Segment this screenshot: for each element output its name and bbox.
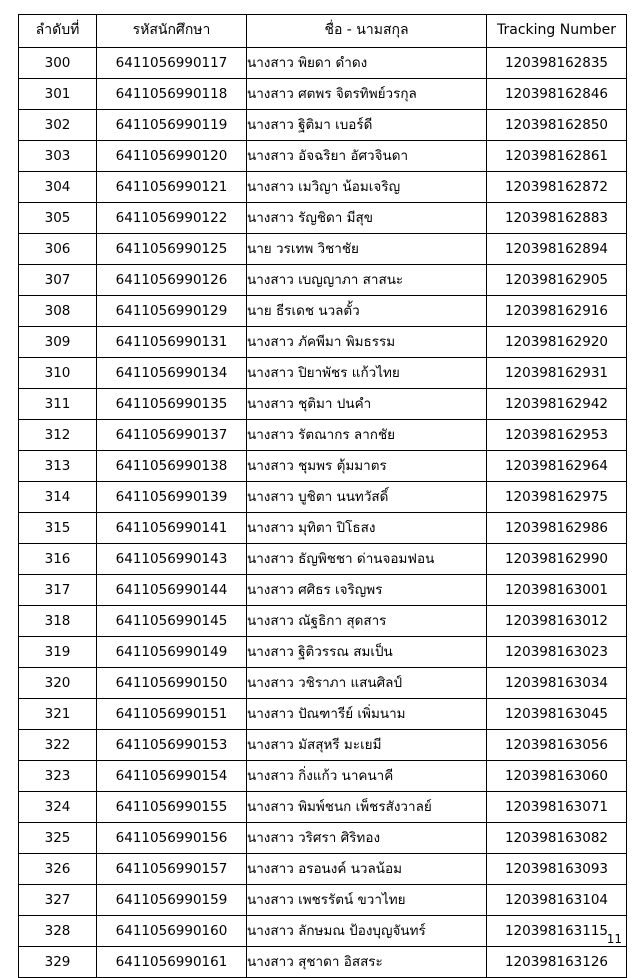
cell-order: 329 bbox=[19, 947, 97, 978]
cell-tracking-number: 120398162846 bbox=[487, 79, 627, 110]
table-row bbox=[19, 79, 627, 110]
student-roster-table bbox=[18, 14, 627, 978]
cell-order: 326 bbox=[19, 854, 97, 885]
cell-order: 328 bbox=[19, 916, 97, 947]
cell-order: 307 bbox=[19, 265, 97, 296]
table-row bbox=[19, 854, 627, 885]
cell-name: นางสาว พิยดา ดำดง bbox=[247, 48, 487, 79]
cell-name: นางสาว เมวิญา น้อมเจริญ bbox=[247, 172, 487, 203]
cell-student-id: 6411056990155 bbox=[97, 792, 247, 823]
cell-student-id: 6411056990149 bbox=[97, 637, 247, 668]
cell-name: นางสาว เพชรรัตน์ ขวาไทย bbox=[247, 885, 487, 916]
cell-name: นางสาว มุทิตา ปิโธสง bbox=[247, 513, 487, 544]
cell-name: นางสาว สุชาดา อิสสระ bbox=[247, 947, 487, 978]
cell-student-id: 6411056990135 bbox=[97, 389, 247, 420]
cell-tracking-number: 120398163060 bbox=[487, 761, 627, 792]
table-row bbox=[19, 482, 627, 513]
cell-order: 302 bbox=[19, 110, 97, 141]
cell-name: นาย ธีรเดช นวลตั้ว bbox=[247, 296, 487, 327]
table-row bbox=[19, 947, 627, 978]
cell-tracking-number: 120398162916 bbox=[487, 296, 627, 327]
cell-student-id: 6411056990144 bbox=[97, 575, 247, 606]
cell-student-id: 6411056990153 bbox=[97, 730, 247, 761]
cell-name: นางสาว รัญชิดา มีสุข bbox=[247, 203, 487, 234]
cell-name: นางสาว ศศิธร เจริญพร bbox=[247, 575, 487, 606]
cell-order: 325 bbox=[19, 823, 97, 854]
cell-student-id: 6411056990143 bbox=[97, 544, 247, 575]
cell-tracking-number: 120398163115 bbox=[487, 916, 627, 947]
table-row bbox=[19, 48, 627, 79]
cell-order: 320 bbox=[19, 668, 97, 699]
cell-tracking-number: 120398163001 bbox=[487, 575, 627, 606]
table-row bbox=[19, 203, 627, 234]
cell-order: 314 bbox=[19, 482, 97, 513]
cell-student-id: 6411056990159 bbox=[97, 885, 247, 916]
table-row bbox=[19, 420, 627, 451]
cell-order: 327 bbox=[19, 885, 97, 916]
cell-tracking-number: 120398162953 bbox=[487, 420, 627, 451]
table-row bbox=[19, 575, 627, 606]
cell-tracking-number: 120398163045 bbox=[487, 699, 627, 730]
cell-tracking-number: 120398163082 bbox=[487, 823, 627, 854]
cell-order: 322 bbox=[19, 730, 97, 761]
table-row bbox=[19, 327, 627, 358]
table-row bbox=[19, 110, 627, 141]
column-header-name: ชื่อ - นามสกุล bbox=[247, 15, 487, 48]
table-row bbox=[19, 265, 627, 296]
cell-student-id: 6411056990122 bbox=[97, 203, 247, 234]
cell-order: 300 bbox=[19, 48, 97, 79]
cell-tracking-number: 120398162942 bbox=[487, 389, 627, 420]
table-row bbox=[19, 761, 627, 792]
cell-student-id: 6411056990134 bbox=[97, 358, 247, 389]
cell-student-id: 6411056990151 bbox=[97, 699, 247, 730]
table-row bbox=[19, 358, 627, 389]
cell-tracking-number: 120398162905 bbox=[487, 265, 627, 296]
table-row bbox=[19, 885, 627, 916]
cell-tracking-number: 120398162920 bbox=[487, 327, 627, 358]
cell-order: 324 bbox=[19, 792, 97, 823]
table-row bbox=[19, 172, 627, 203]
table-row bbox=[19, 637, 627, 668]
cell-student-id: 6411056990120 bbox=[97, 141, 247, 172]
column-header-student-id: รหัสนักศึกษา bbox=[97, 15, 247, 48]
table-row bbox=[19, 606, 627, 637]
cell-student-id: 6411056990125 bbox=[97, 234, 247, 265]
cell-order: 315 bbox=[19, 513, 97, 544]
cell-student-id: 6411056990117 bbox=[97, 48, 247, 79]
page-number: 11 bbox=[606, 932, 622, 946]
cell-name: นางสาว ปิยาพัชร แก้วไทย bbox=[247, 358, 487, 389]
cell-order: 316 bbox=[19, 544, 97, 575]
cell-name: นางสาว พิมพ์ชนก เพ็ชรสังวาลย์ bbox=[247, 792, 487, 823]
cell-name: นางสาว ปัณฑารีย์ เพิ่มนาม bbox=[247, 699, 487, 730]
table-row bbox=[19, 699, 627, 730]
cell-student-id: 6411056990129 bbox=[97, 296, 247, 327]
table-header-row bbox=[19, 15, 627, 48]
table-row bbox=[19, 668, 627, 699]
cell-tracking-number: 120398162964 bbox=[487, 451, 627, 482]
cell-tracking-number: 120398162861 bbox=[487, 141, 627, 172]
cell-name: นางสาว ชุติมา ปนคำ bbox=[247, 389, 487, 420]
cell-order: 312 bbox=[19, 420, 97, 451]
table-body bbox=[19, 48, 627, 978]
cell-order: 317 bbox=[19, 575, 97, 606]
cell-name: นางสาว ฐิติมา เบอร์ดี bbox=[247, 110, 487, 141]
table-row bbox=[19, 730, 627, 761]
cell-student-id: 6411056990150 bbox=[97, 668, 247, 699]
cell-tracking-number: 120398163023 bbox=[487, 637, 627, 668]
cell-order: 304 bbox=[19, 172, 97, 203]
cell-name: นางสาว ศตพร จิตรทิพย์วรกุล bbox=[247, 79, 487, 110]
cell-name: นางสาว รัตณากร ลากชัย bbox=[247, 420, 487, 451]
cell-student-id: 6411056990157 bbox=[97, 854, 247, 885]
cell-name: นางสาว มัสสุหรี มะเยมี bbox=[247, 730, 487, 761]
cell-name: นางสาว ณัฐธิกา สุดสาร bbox=[247, 606, 487, 637]
cell-order: 303 bbox=[19, 141, 97, 172]
cell-order: 308 bbox=[19, 296, 97, 327]
cell-student-id: 6411056990156 bbox=[97, 823, 247, 854]
cell-name: นางสาว กิ่งแก้ว นาคนาคี bbox=[247, 761, 487, 792]
cell-name: นางสาว ชุมพร ตุ้มมาตร bbox=[247, 451, 487, 482]
table-row bbox=[19, 141, 627, 172]
cell-order: 306 bbox=[19, 234, 97, 265]
table-row bbox=[19, 296, 627, 327]
table-row bbox=[19, 513, 627, 544]
table-header bbox=[19, 15, 627, 48]
cell-name: นางสาว เบญญาภา สาสนะ bbox=[247, 265, 487, 296]
cell-name: นางสาว บูชิตา นนทวัสดิ์ bbox=[247, 482, 487, 513]
table-row bbox=[19, 389, 627, 420]
cell-order: 310 bbox=[19, 358, 97, 389]
cell-student-id: 6411056990118 bbox=[97, 79, 247, 110]
cell-student-id: 6411056990161 bbox=[97, 947, 247, 978]
cell-order: 321 bbox=[19, 699, 97, 730]
table-row bbox=[19, 916, 627, 947]
cell-name: นางสาว ธัญพิชชา ด่านจอมฟอน bbox=[247, 544, 487, 575]
cell-name: นางสาว อัจฉริยา อัศวจินดา bbox=[247, 141, 487, 172]
cell-tracking-number: 120398163093 bbox=[487, 854, 627, 885]
cell-name: นางสาว วชิราภา แสนศิลป์ bbox=[247, 668, 487, 699]
cell-student-id: 6411056990137 bbox=[97, 420, 247, 451]
column-header-tracking-number: Tracking Number bbox=[487, 15, 627, 48]
cell-student-id: 6411056990126 bbox=[97, 265, 247, 296]
table-row bbox=[19, 823, 627, 854]
cell-tracking-number: 120398162872 bbox=[487, 172, 627, 203]
cell-student-id: 6411056990154 bbox=[97, 761, 247, 792]
cell-order: 309 bbox=[19, 327, 97, 358]
cell-order: 311 bbox=[19, 389, 97, 420]
cell-tracking-number: 120398163012 bbox=[487, 606, 627, 637]
cell-tracking-number: 120398162835 bbox=[487, 48, 627, 79]
cell-tracking-number: 120398162894 bbox=[487, 234, 627, 265]
cell-tracking-number: 120398162883 bbox=[487, 203, 627, 234]
cell-student-id: 6411056990131 bbox=[97, 327, 247, 358]
cell-tracking-number: 120398163104 bbox=[487, 885, 627, 916]
cell-tracking-number: 120398162986 bbox=[487, 513, 627, 544]
cell-student-id: 6411056990138 bbox=[97, 451, 247, 482]
cell-name: นางสาว ฐิติวรรณ สมเป็น bbox=[247, 637, 487, 668]
cell-tracking-number: 120398163034 bbox=[487, 668, 627, 699]
cell-student-id: 6411056990141 bbox=[97, 513, 247, 544]
table-row bbox=[19, 792, 627, 823]
cell-name: นางสาว อรอนงค์ นวลน้อม bbox=[247, 854, 487, 885]
cell-tracking-number: 120398162990 bbox=[487, 544, 627, 575]
cell-order: 318 bbox=[19, 606, 97, 637]
table-row bbox=[19, 544, 627, 575]
cell-order: 323 bbox=[19, 761, 97, 792]
table-row bbox=[19, 451, 627, 482]
cell-tracking-number: 120398162850 bbox=[487, 110, 627, 141]
cell-tracking-number: 120398163126 bbox=[487, 947, 627, 978]
cell-order: 301 bbox=[19, 79, 97, 110]
table-row bbox=[19, 234, 627, 265]
cell-order: 319 bbox=[19, 637, 97, 668]
cell-student-id: 6411056990160 bbox=[97, 916, 247, 947]
cell-name: นางสาว ภัคพีมา พิมธรรม bbox=[247, 327, 487, 358]
cell-student-id: 6411056990119 bbox=[97, 110, 247, 141]
column-header-order: ลำดับที่ bbox=[19, 15, 97, 48]
cell-tracking-number: 120398163056 bbox=[487, 730, 627, 761]
cell-name: นาย วรเทพ วิชาชัย bbox=[247, 234, 487, 265]
cell-student-id: 6411056990145 bbox=[97, 606, 247, 637]
cell-name: นางสาว ลักษมณ ป้องบุญจันทร์ bbox=[247, 916, 487, 947]
cell-order: 313 bbox=[19, 451, 97, 482]
cell-tracking-number: 120398163071 bbox=[487, 792, 627, 823]
cell-order: 305 bbox=[19, 203, 97, 234]
cell-tracking-number: 120398162975 bbox=[487, 482, 627, 513]
cell-tracking-number: 120398162931 bbox=[487, 358, 627, 389]
cell-student-id: 6411056990121 bbox=[97, 172, 247, 203]
cell-student-id: 6411056990139 bbox=[97, 482, 247, 513]
cell-name: นางสาว วริศรา ศิริทอง bbox=[247, 823, 487, 854]
